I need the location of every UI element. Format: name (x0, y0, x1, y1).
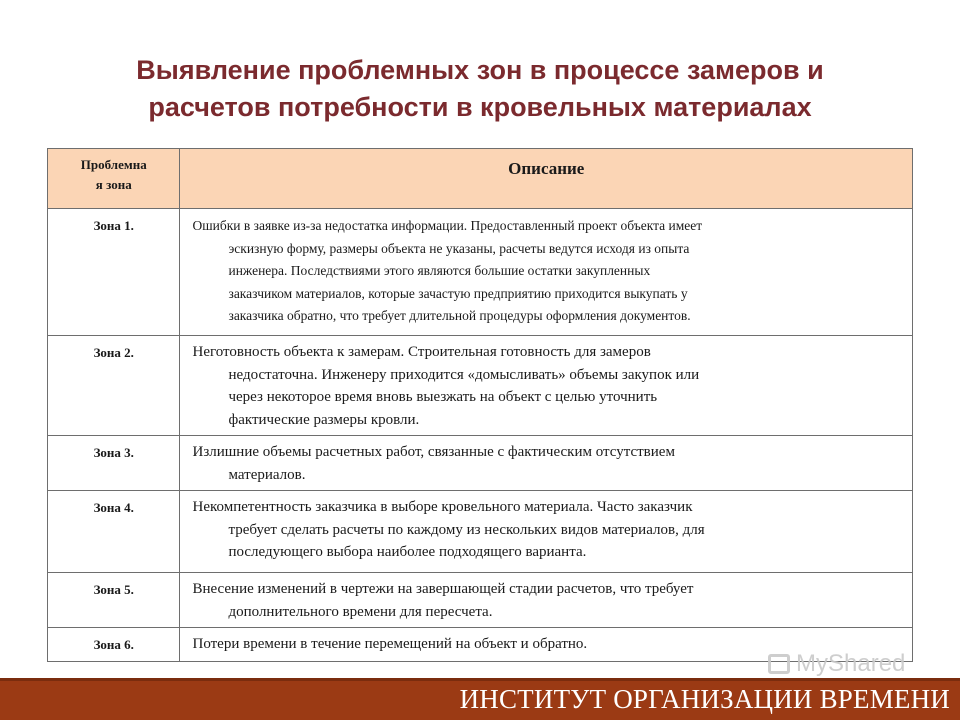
problem-zones-table (47, 148, 913, 662)
description-line: материалов. (228, 466, 306, 483)
table-row (48, 336, 913, 436)
description-line: Потери времени в течение перемещений на объект и обратно. (192, 636, 588, 652)
header-zone-line-2: я зона (95, 177, 132, 192)
title-line-1: Выявление проблемных зон в процессе замеров и (136, 55, 824, 85)
description-line: Внесение изменений в чертежи на завершающей стадии расчетов, что требует (192, 581, 694, 597)
header-zone (48, 149, 180, 209)
header-zone-line-1: Проблемна (80, 157, 147, 172)
description-line: требует сделать расчеты по каждому из нескольких видов материалов, для (228, 521, 705, 538)
zone-cell: Зона 2. (48, 336, 180, 436)
page-title (60, 52, 900, 126)
chart-icon (768, 654, 790, 674)
watermark-text: MyShared (796, 650, 906, 677)
description-cell (180, 491, 913, 573)
zone-cell: Зона 6. (48, 628, 180, 662)
title-line-2: расчетов потребности в кровельных материалах (148, 92, 812, 122)
zone-cell: Зона 4. (48, 491, 180, 573)
description-line: инженера. Последствиями этого являются большие остатки закупленных (228, 263, 651, 278)
footer-bar (0, 678, 960, 720)
description-line: последующего выбора наиболее подходящего варианта. (228, 544, 587, 560)
description-line: фактические размеры кровли. (228, 411, 420, 428)
description-line: Излишние объемы расчетных работ, связанные с фактическим отсутствием (192, 444, 675, 460)
description-line: недостаточна. Инженеру приходится «домысливать» объемы закупок или (228, 366, 700, 383)
description-line: заказчика обратно, что требует длительной процедуры оформления документов. (228, 308, 691, 323)
table-row (48, 436, 913, 491)
footer-text: ИНСТИТУТ ОРГАНИЗАЦИИ ВРЕМЕНИ (459, 684, 950, 714)
zone-cell: Зона 3. (48, 436, 180, 491)
description-cell (180, 336, 913, 436)
zone-cell: Зона 1. (48, 209, 180, 336)
table-row (48, 491, 913, 573)
description-line: Неготовность объекта к замерам. Строительная готовность для замеров (192, 344, 651, 360)
table-row (48, 209, 913, 336)
description-line: заказчиком материалов, которые зачастую предприятию приходится выкупать у (228, 285, 688, 301)
watermark (768, 650, 905, 678)
table-header-row (48, 149, 913, 209)
description-line: Некомпетентность заказчика в выборе кровельного материала. Часто заказчик (192, 499, 693, 515)
description-cell (180, 573, 913, 628)
description-line: Ошибки в заявке из-за недостатка информации. Предоставленный проект объекта имеет (192, 218, 703, 233)
description-cell (180, 209, 913, 336)
header-description: Описание (180, 149, 913, 209)
description-line: дополнительного времени для пересчета. (228, 603, 493, 620)
zone-cell: Зона 5. (48, 573, 180, 628)
table-row (48, 573, 913, 628)
description-line: эскизную форму, размеры объекта не указаны, расчеты ведутся исходя из опыта (228, 240, 690, 256)
description-cell (180, 436, 913, 491)
description-line: через некоторое время вновь выезжать на объект с целью уточнить (228, 389, 658, 405)
